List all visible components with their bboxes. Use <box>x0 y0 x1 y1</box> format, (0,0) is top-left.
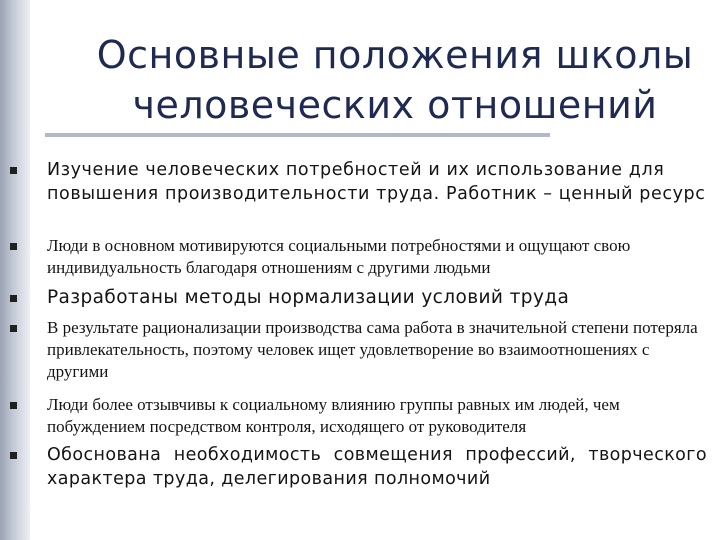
bullet-text: Изучение человеческих потребностей и их использование для повышения производительности труда. Работник – ценный ресурс <box>47 160 706 204</box>
bullet-text: Обоснована необходимость совмещения профессий, творческого характера труда, делегирования полномочий <box>47 445 707 489</box>
square-bullet-icon <box>10 325 17 332</box>
square-bullet-icon <box>10 295 17 302</box>
square-bullet-icon <box>10 167 17 174</box>
bullet-text: Люди более отзывчивы к социальному влиянию группы равных им людей, чем побуждением посредством контроля, исходящего от руководителя <box>47 395 620 436</box>
title-line-2: человеческих отношений <box>132 83 658 127</box>
bullet-text: Разработаны методы нормализации условий труда <box>47 287 570 308</box>
square-bullet-icon <box>10 452 17 459</box>
bullet-text: Люди в основном мотивируются социальными потребностями и ощущают свою индивидуальность благодаря отношениям с другими людьми <box>47 236 631 277</box>
title-line-1: Основные положения школы <box>96 33 694 77</box>
square-bullet-icon <box>10 402 17 409</box>
bullet-text: В результате рационализации производства сама работа в значительной степени потеряла привлекательность, поэтому человек ищет удовлетворение во взаимоотношениях с другими <box>47 318 698 381</box>
square-bullet-icon <box>10 243 17 250</box>
